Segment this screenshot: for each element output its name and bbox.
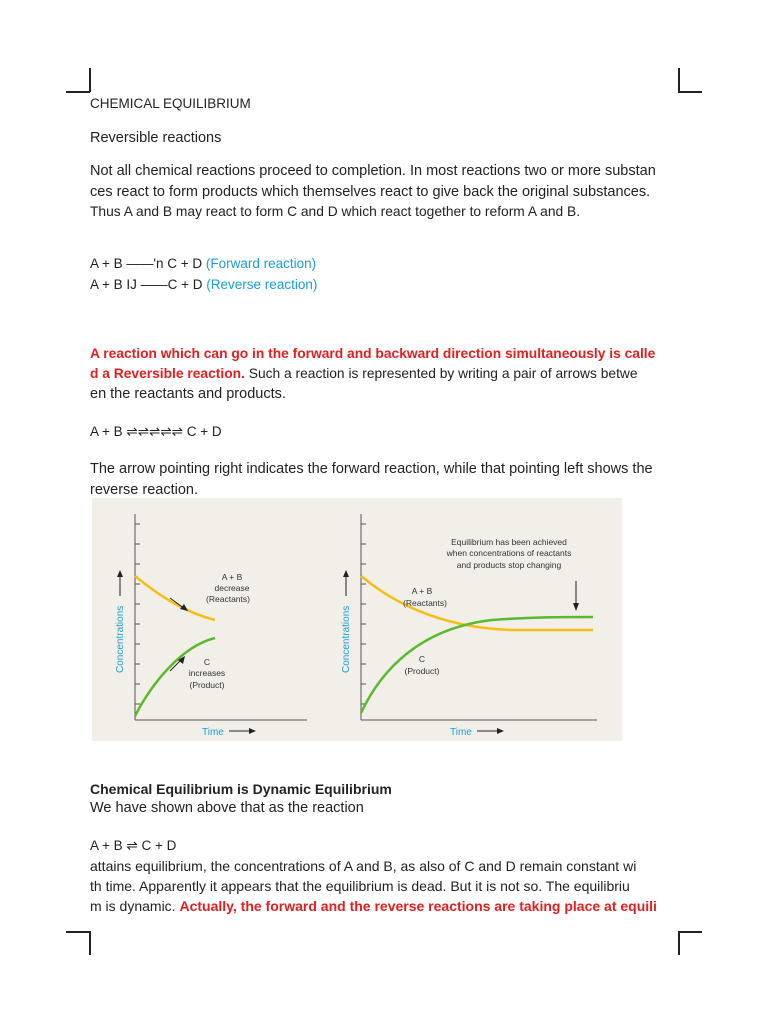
- right-product-curve: [361, 617, 593, 713]
- definition-rest: Such a reaction is represented by writing a pair of arrows betwe: [244, 366, 638, 381]
- equation-reverse-note: (Reverse reaction): [206, 277, 318, 292]
- right-reactant-label-2: (Reactants): [403, 598, 447, 608]
- dynamic-paragraph-line-2: th time. Apparently it appears that the equilibrium is dead. But it is not so. The equilibriu: [90, 878, 630, 894]
- right-note-line-1: Equilibrium has been achieved: [451, 537, 567, 547]
- right-y-axis-label-arrowhead: [343, 570, 349, 577]
- crop-mark-bottom-right-v: [678, 931, 680, 955]
- right-panel: [341, 514, 597, 738]
- page-title: CHEMICAL EQUILIBRIUM: [90, 96, 251, 111]
- dynamic-paragraph-emphasis: Actually, the forward and the reverse reactions are taking place at equili: [179, 898, 657, 914]
- right-note-line-2: when concentrations of reactants: [446, 548, 572, 558]
- left-reactant-label-3: (Reactants): [206, 594, 250, 604]
- equation-reverse-text: A + B IJ ——C + D: [90, 277, 207, 292]
- intro-line-2: ces react to form products which themselves react to give back the original substances.: [90, 184, 651, 200]
- left-product-label-2: increases: [188, 668, 226, 678]
- definition-line-3: en the reactants and products.: [90, 386, 286, 402]
- dynamic-paragraph-plain: m is dynamic.: [90, 898, 180, 914]
- dynamic-paragraph-line-1: attains equilibrium, the concentrations of A and B, as also of C and D remain constant wi: [90, 858, 637, 874]
- equation-forward-note: (Forward reaction): [205, 256, 317, 271]
- dynamic-heading: Chemical Equilibrium is Dynamic Equilibrium: [90, 781, 392, 797]
- left-x-axis-label: Time: [202, 727, 224, 738]
- crop-mark-bottom-right-h: [678, 931, 702, 933]
- equation-forward-text: A + B ——'n C + D: [90, 256, 206, 271]
- intro-line-1: Not all chemical reactions proceed to completion. In most reactions two or more substan: [90, 163, 656, 179]
- right-note-line-3: and products stop changing: [456, 560, 562, 570]
- right-reactant-label-1: A + B: [411, 586, 433, 596]
- left-product-label-1: C: [203, 657, 211, 667]
- dynamic-paragraph-line-3: [90, 895, 657, 917]
- equation-reverse: [90, 274, 317, 296]
- right-y-ticks: [361, 524, 366, 704]
- arrow-paragraph-line-2: reverse reaction.: [90, 482, 198, 498]
- right-note-arrowhead: [573, 603, 579, 611]
- left-x-axis-label-arrowhead: [249, 728, 256, 734]
- left-y-ticks: [135, 524, 140, 704]
- equation-reversible: A + B ⇌⇌⇌⇌⇌ C + D: [90, 424, 222, 439]
- crop-mark-bottom-left-h: [66, 931, 90, 933]
- left-reactant-label-1: A + B: [221, 572, 243, 582]
- definition-line-1: A reaction which can go in the forward and backward direction simultaneously is calle: [90, 346, 656, 361]
- equilibrium-figure: [92, 498, 622, 741]
- right-product-label-1: C: [418, 654, 426, 664]
- left-reactant-curve: [135, 576, 215, 620]
- definition-term: d a Reversible reaction.: [90, 366, 245, 381]
- equation-equilibrium: A + B ⇌ C + D: [90, 838, 177, 853]
- crop-mark-bottom-left-v: [89, 931, 91, 955]
- equilibrium-figure-svg: [92, 498, 622, 741]
- left-reactant-label-2: decrease: [214, 583, 250, 593]
- crop-mark-top-right-v: [678, 68, 680, 92]
- arrow-paragraph-line-1: The arrow pointing right indicates the forward reaction, while that pointing left shows the: [90, 461, 653, 477]
- crop-mark-top-left-h: [66, 91, 90, 93]
- left-y-axis-label: Concentrations: [115, 605, 126, 673]
- definition-line-2: [90, 363, 638, 385]
- equation-forward: [90, 253, 316, 275]
- right-product-label-2: (Product): [404, 666, 440, 676]
- crop-mark-top-right-h: [678, 91, 702, 93]
- right-y-axis-label: Concentrations: [341, 605, 352, 673]
- dynamic-intro-line: We have shown above that as the reaction: [90, 800, 364, 816]
- left-product-label-3: (Product): [189, 680, 225, 690]
- section-heading: Reversible reactions: [90, 130, 222, 146]
- left-y-axis-label-arrowhead: [117, 570, 123, 577]
- right-x-axis-label-arrowhead: [497, 728, 504, 734]
- crop-mark-top-left-v: [89, 68, 91, 92]
- left-panel: [115, 514, 307, 738]
- intro-line-3: Thus A and B may react to form C and D which react together to reform A and B.: [90, 204, 581, 219]
- right-x-axis-label: Time: [450, 727, 472, 738]
